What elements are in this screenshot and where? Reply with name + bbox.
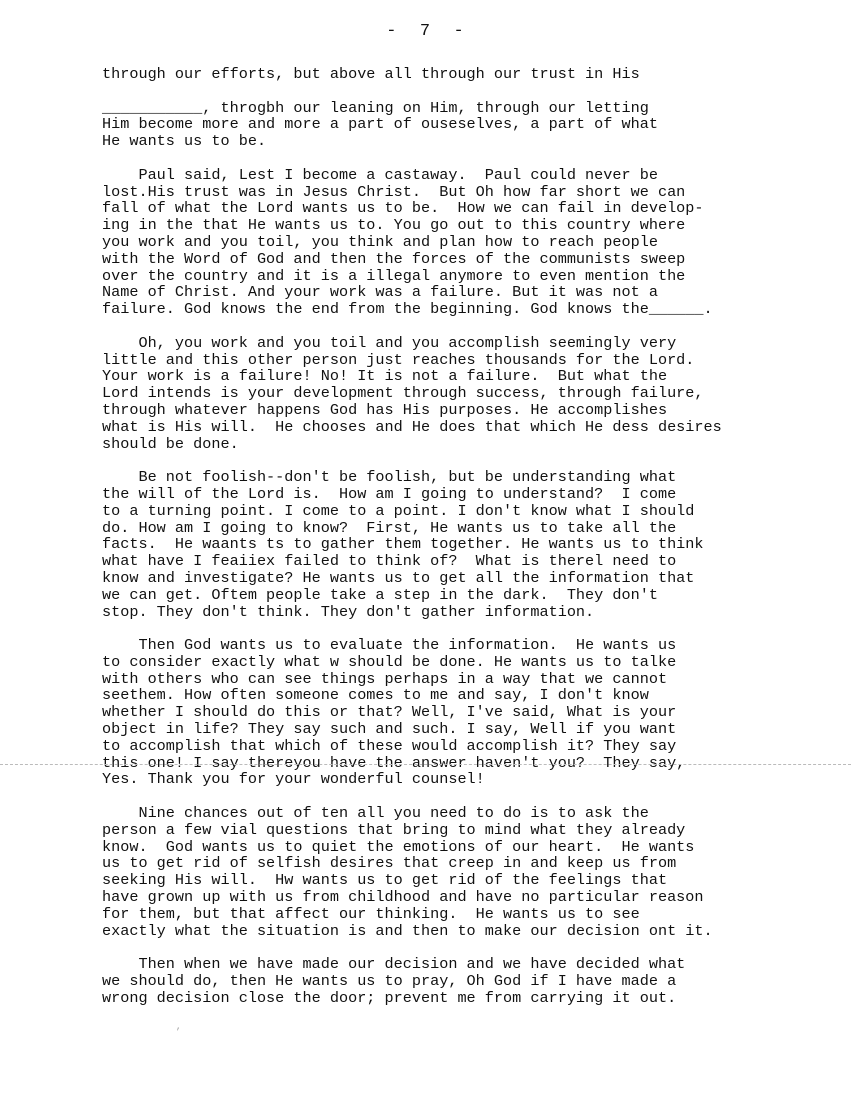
text-line: ___________, throgbh our leaning on Him, through our letting	[102, 98, 649, 117]
stray-mark: ,	[176, 1022, 182, 1032]
paragraph-gap	[102, 620, 822, 637]
faint-scan-line	[0, 764, 851, 765]
page-number-value: 7	[419, 22, 432, 41]
text-line: for them, but that affect our thinking. He wants us to see	[102, 904, 640, 923]
text-line: know. God wants us to quiet the emotions of our heart. He wants	[102, 837, 695, 856]
text-line: Nine chances out of ten all you need to do is to ask the	[102, 804, 649, 823]
text-line: have grown up with us from childhood and have no particular reason	[102, 888, 704, 907]
text-line: wrong decision close the door; prevent me from carrying it out.	[102, 988, 677, 1007]
text-line: you work and you toil, you think and plan how to reach people	[102, 232, 658, 251]
text-line: we should do, then He wants us to pray, Oh God if I have made a	[102, 972, 677, 991]
text-line: the will of the Lord is. How am I going to understand? I come	[102, 484, 677, 503]
paragraph-gap	[102, 318, 822, 335]
text-line: Oh, you work and you toil and you accomplish seemingly very	[102, 333, 677, 352]
text-line: us to get rid of selfish desires that creep in and keep us from	[102, 854, 677, 873]
text-line: through whatever happens God has His purposes. He accomplishes	[102, 400, 668, 419]
text-line: over the country and it is a illegal anymore to even mention the	[102, 266, 686, 285]
text-line: facts. He waants ts to gather them together. He wants us to think	[102, 535, 704, 554]
paragraph-gap	[102, 939, 822, 956]
text-line: Lord intends is your development through success, through failure,	[102, 384, 704, 403]
body-text	[102, 66, 822, 1007]
page-number: - 7 -	[386, 22, 465, 41]
paragraph-gap	[102, 788, 822, 805]
text-line: to a turning point. I come to a point. I don't know what I should	[102, 501, 695, 520]
text-line: lost.His trust was in Jesus Christ. But Oh how far short we can	[102, 182, 686, 201]
text-line: Be not foolish--don't be foolish, but be understanding what	[102, 468, 677, 487]
text-line: whether I should do this or that? Well, I've said, What is your	[102, 703, 677, 722]
text-line: Your work is a failure! No! It is not a failure. But what the	[102, 367, 668, 386]
text-line: exactly what the situation is and then to make our decision ont it.	[102, 921, 713, 940]
text-line: seethem. How often someone comes to me and say, I don't know	[102, 686, 649, 705]
text-line: know and investigate? He wants us to get all the information that	[102, 568, 695, 587]
text-line: ing in the that He wants us to. You go out to this country where	[102, 216, 686, 235]
text-line: do. How am I going to know? First, He wants us to take all the	[102, 518, 677, 537]
text-line: to accomplish that which of these would accomplish it? They say	[102, 736, 677, 755]
text-line: Then God wants us to evaluate the information. He wants us	[102, 636, 677, 655]
text-line: with others who can see things perhaps in a way that we cannot	[102, 669, 668, 688]
text-line: Then when we have made our decision and we have decided what	[102, 955, 686, 974]
text-line: what have I feaiiex failed to think of? What is therel need to	[102, 552, 677, 571]
text-line: what is His will. He chooses and He does that which He dess desires	[102, 417, 722, 436]
text-line: person a few vial questions that bring to mind what they already	[102, 820, 686, 839]
text-line: Him become more and more a part of ouseselves, a part of what	[102, 115, 658, 134]
text-line: seeking His will. Hw wants us to get rid of the feelings that	[102, 871, 668, 890]
text-line: through our efforts, but above all through our trust in His	[102, 65, 640, 83]
text-line: we can get. Oftem people take a step in the dark. They don't	[102, 585, 658, 604]
text-line: failure. God knows the end from the beginning. God knows the______.	[102, 300, 713, 319]
text-line: should be done.	[102, 434, 239, 453]
text-line: to consider exactly what w should be done. He wants us to talke	[102, 652, 677, 671]
text-line: Yes. Thank you for your wonderful counsel!	[102, 770, 485, 789]
text-line: object in life? They say such and such. I say, Well if you want	[102, 720, 677, 739]
paragraph-gap	[102, 83, 822, 100]
text-line: this one! I say thereyou have the answer haven't you? They say,	[102, 753, 686, 772]
text-line: little and this other person just reaches thousands for the Lord.	[102, 350, 695, 369]
paragraph-gap	[102, 452, 822, 469]
text-line: He wants us to be.	[102, 132, 267, 151]
paragraph-gap	[102, 150, 822, 167]
text-line: with the Word of God and then the forces of the communists sweep	[102, 249, 686, 268]
text-line: Paul said, Lest I become a castaway. Paul could never be	[102, 165, 658, 184]
text-line: fall of what the Lord wants us to be. How we can fail in develop-	[102, 199, 704, 218]
text-line: Name of Christ. And your work was a failure. But it was not a	[102, 283, 658, 302]
text-line: stop. They don't think. They don't gather information.	[102, 602, 595, 621]
